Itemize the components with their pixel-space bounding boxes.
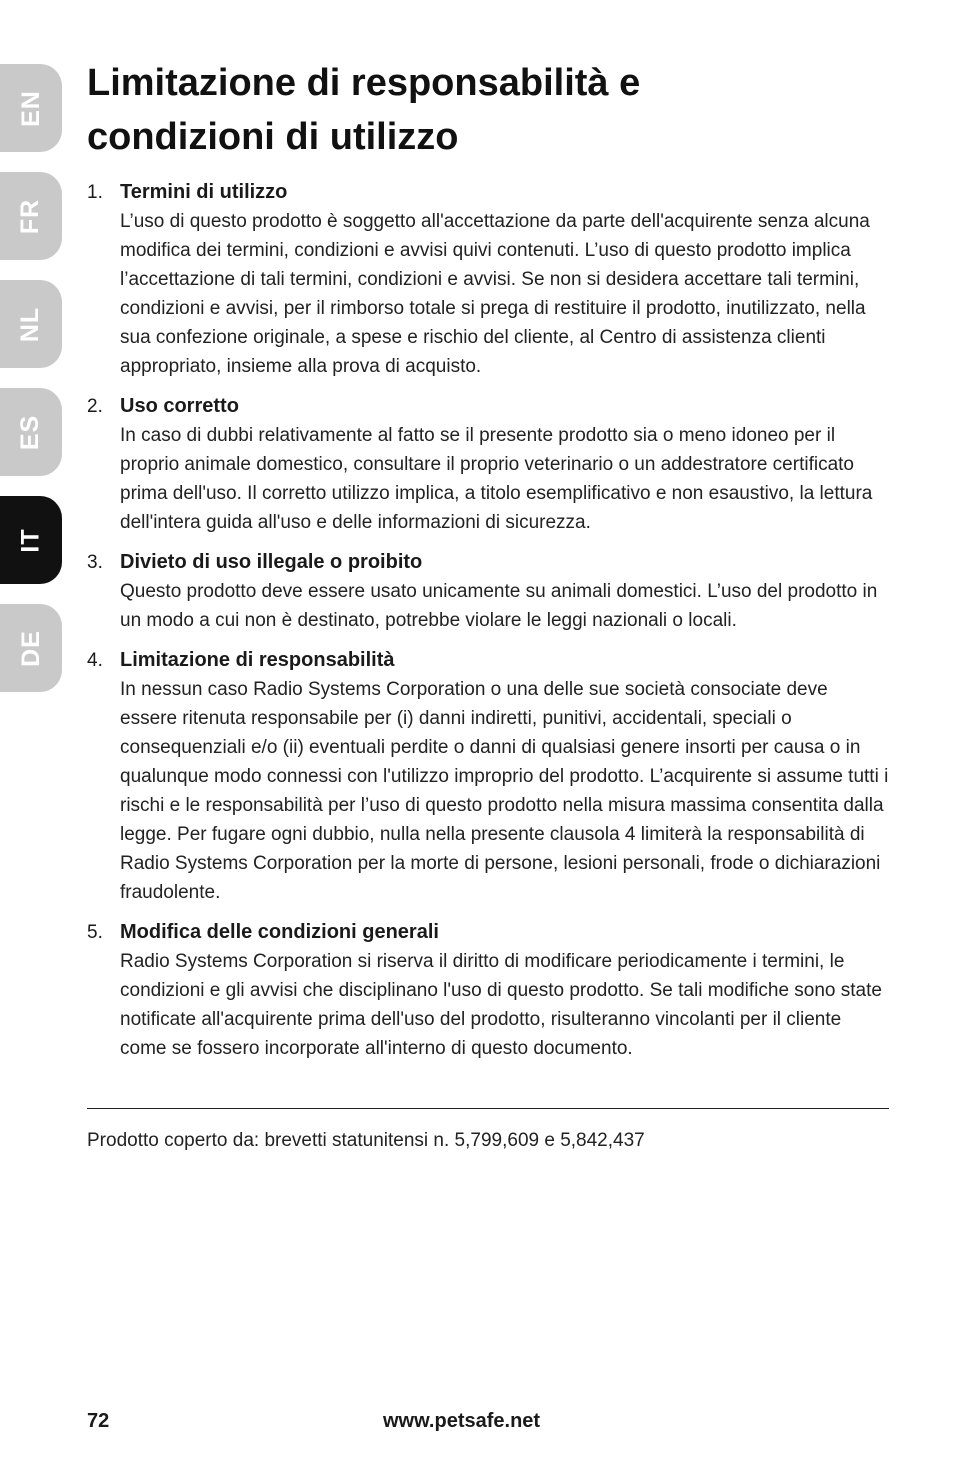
- lang-tab-label: DE: [16, 629, 45, 667]
- item-body: Questo prodotto deve essere usato unicamente su animali domestici. L’uso del prodotto in un modo a cui non è destinato, potrebbe violare le leggi nazionali o locali.: [120, 581, 878, 631]
- website-link[interactable]: www.petsafe.net: [383, 1410, 541, 1432]
- lang-tab-label: EN: [16, 89, 45, 127]
- item-body: In caso di dubbi relativamente al fatto se il presente prodotto sia o meno idoneo per il proprio animale domestico, consultare il proprio veterinario o un addestratore certificato prima dell'uso. Il corretto utilizzo implica, a titolo esemplificativo e non esaustivo, la lettura dell'intera guida all'uso e delle informazioni di sicurezza.: [120, 425, 873, 533]
- page-number: 72: [87, 1410, 110, 1432]
- list-item: [87, 392, 889, 537]
- lang-tab-label: IT: [16, 527, 45, 553]
- page-title: [87, 56, 889, 164]
- item-number: 4.: [87, 650, 103, 671]
- main-content: [87, 56, 889, 1074]
- item-body: L’uso di questo prodotto è soggetto all'accettazione da parte dell'acquirente senza alcuna modifica dei termini, condizioni e avvisi quivi contenuti. L’uso di questo prodotto implica l’accettazione di tali termini, condizioni e avvisi. Se non si desidera accettare tali termini, condizioni e avvisi, per il rimborso totale si prega di restituire il prodotto, inutilizzato, nella sua confezione originale, a spese e rischio del cliente, al Centro di assistenza clienti appropriato, insieme alla prova di acquisto.: [120, 211, 870, 377]
- page-title-line-2: condizioni di utilizzo: [87, 116, 459, 158]
- divider: [87, 1108, 889, 1109]
- item-number: 3.: [87, 552, 103, 573]
- item-body: In nessun caso Radio Systems Corporation o una delle sue società consociate deve essere ritenuta responsabile per (i) danni indiretti, punitivi, accidentali, speciali o consequenziali e/o (ii) eventuali perdite o danni di qualsiasi genere insorti per causa o in qualunque modo connessi con l'utilizzo improprio del prodotto. L’acquirente si assume tutti i rischi e le responsabilità per l’uso di questo prodotto nella misura massima consentita dalla legge. Per fugare ogni dubbio, nulla nella presente clausola 4 limiterà la responsabilità di Radio Systems Corporation per la morte di persone, lesioni personali, frode o dichiarazioni fraudolente.: [120, 679, 889, 903]
- item-heading: Limitazione di responsabilità: [120, 649, 395, 671]
- terms-list: [87, 178, 889, 1063]
- lang-tab-label: NL: [16, 306, 45, 342]
- item-heading: Uso corretto: [120, 395, 239, 417]
- item-number: 2.: [87, 396, 103, 417]
- list-item: [87, 178, 889, 381]
- list-item: [87, 548, 889, 635]
- lang-tab-label: ES: [16, 414, 45, 450]
- lang-tab-de[interactable]: [0, 604, 62, 692]
- item-number: 1.: [87, 182, 103, 203]
- item-heading: Divieto di uso illegale o proibito: [120, 551, 423, 573]
- lang-tab-label: FR: [16, 198, 45, 234]
- lang-tab-es[interactable]: [0, 388, 62, 476]
- lang-tab-nl[interactable]: [0, 280, 62, 368]
- lang-tab-fr[interactable]: [0, 172, 62, 260]
- language-tabs: [0, 64, 62, 712]
- item-body: Radio Systems Corporation si riserva il diritto di modificare periodicamente i termini, le condizioni e gli avvisi che disciplinano l'uso di questo prodotto. Se tali modifiche sono state notificate all'acquirente prima dell'uso del prodotto, risulteranno vincolanti per il cliente come se fossero incorporate all'interno di questo documento.: [120, 951, 882, 1059]
- lang-tab-it[interactable]: [0, 496, 62, 584]
- patent-notice: Prodotto coperto da: brevetti statunitensi n. 5,799,609 e 5,842,437: [87, 1130, 645, 1151]
- item-number: 5.: [87, 922, 103, 943]
- list-item: [87, 918, 889, 1063]
- lang-tab-en[interactable]: [0, 64, 62, 152]
- item-heading: Modifica delle condizioni generali: [120, 921, 439, 943]
- item-heading: Termini di utilizzo: [120, 181, 288, 203]
- list-item: [87, 646, 889, 907]
- page-title-line-1: Limitazione di responsabilità e: [87, 62, 641, 104]
